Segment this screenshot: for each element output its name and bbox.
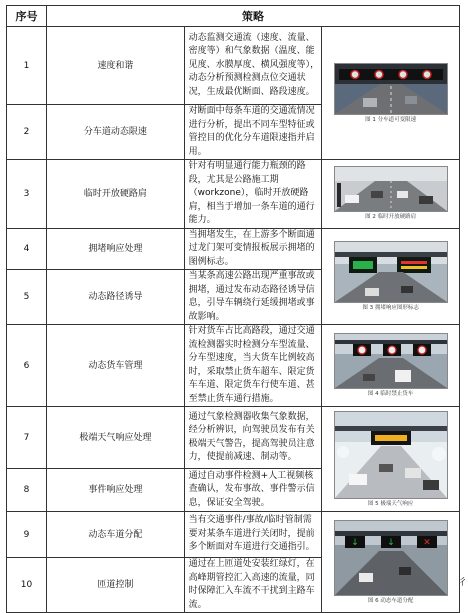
row-name: 事件响应处理 [47, 469, 185, 512]
svg-text:↓: ↓ [386, 537, 395, 548]
side-mark: 彳 [457, 578, 467, 588]
row-desc: 动态监测交通流（速度、流量、密度等）和气象数据（温度、能见度、水膜厚度、横风强度等），动态分析预测检测点位交通状况，生成最优断面、路段速度。 [184, 27, 322, 105]
figure-4-caption: 图 4 临时禁止货车 [367, 391, 414, 397]
row-name: 动态货车管理 [47, 325, 185, 407]
strategy-table [6, 5, 460, 613]
row-no: 10 [7, 558, 47, 613]
row-desc: 通过气象检测器收集气象数据，经分析辨识，向驾驶员发布有关极端天气警告，提高驾驶员注意力，使提前减速、制动等。 [184, 407, 322, 469]
row-no: 8 [7, 469, 47, 512]
figure-5-caption: 图 5 极端天气响应 [367, 500, 414, 507]
figure-5-image [334, 411, 448, 499]
table-row [7, 27, 460, 105]
row-no: 2 [7, 105, 47, 160]
row-no: 7 [7, 407, 47, 469]
svg-text:↓: ↓ [350, 537, 359, 548]
row-name: 极端天气响应处理 [47, 407, 185, 469]
row-no: 3 [7, 160, 47, 229]
svg-text:✕: ✕ [422, 537, 431, 548]
row-desc: 对断面中每条车道的交通流情况进行分析，提出不同车型特征或管控目的优化分车道限速指并启用。 [184, 105, 322, 160]
figure-cell-4 [322, 325, 460, 407]
figure-cell-5 [322, 407, 460, 512]
row-name: 匝道控制 [47, 558, 185, 613]
figure-6-caption: 图 6 动态车道分配 [367, 597, 414, 604]
row-name: 拥堵响应处理 [47, 228, 185, 270]
figure-cell-2 [322, 160, 460, 229]
row-no: 5 [7, 270, 47, 325]
row-no: 1 [7, 27, 47, 105]
figure-cell-6 [322, 512, 460, 613]
row-desc: 当拥堵发生，在上游多个断面通过龙门架可变情报板展示拥堵的图例标志。 [184, 228, 322, 270]
table-row [7, 512, 460, 558]
row-name: 分车道动态限速 [47, 105, 185, 160]
figure-3-image [334, 241, 448, 303]
row-no: 6 [7, 325, 47, 407]
row-name: 动态车道分配 [47, 512, 185, 558]
row-desc: 针对货车占比高路段，通过交通流检测器实时检测分车型流量、分车型速度，当大货车比例较高时，采取禁止货车超车、限定货车车道、限定货车行使车道、甚至禁止货车通行措施。 [184, 325, 322, 407]
figure-6-image [334, 520, 448, 596]
row-desc: 当某条高速公路出现严重事故或拥堵，通过发布动态路径诱导信息，引导车辆绕行延缓拥堵或事故影响。 [184, 270, 322, 325]
figure-cell-1 [322, 27, 460, 160]
figure-2-image [334, 166, 448, 212]
figure-1-image [334, 63, 448, 115]
row-no: 9 [7, 512, 47, 558]
row-name: 速度和谐 [47, 27, 185, 105]
table-row [7, 160, 460, 229]
row-desc: 针对有明显通行能力瓶颈的路段，尤其是公路施工期（workzone），临时开放硬路肩，相当于增加一条车道的通行能力。 [184, 160, 322, 229]
row-desc: 通过自动事件检测+人工视频核查确认，发布事故、事件警示信息，保证安全驾驶。 [184, 469, 322, 512]
figure-cell-3 [322, 228, 460, 325]
table-row [7, 407, 460, 469]
figure-3-caption: 图 3 拥堵响应图形标志 [362, 304, 419, 311]
figure-4-image [334, 333, 448, 389]
row-no: 4 [7, 228, 47, 270]
table-row [7, 325, 460, 407]
figure-2-caption: 图 2 临时开放硬路肩 [365, 214, 417, 221]
row-name: 动态路径诱导 [47, 270, 185, 325]
header-strategy: 策略 [47, 6, 460, 27]
header-no: 序号 [7, 6, 47, 27]
row-name: 临时开放硬路肩 [47, 160, 185, 229]
row-desc: 当有交通事件/事故/临时管制需要对某条车道进行关闭时，提前多个断面对车道进行交通指引。 [184, 512, 322, 558]
table-row [7, 228, 460, 270]
row-desc: 通过在上匝道处安装红绿灯，在高峰期管控汇入高速的流量，同时保障汇入车流不干扰到主路车流。 [184, 558, 322, 613]
figure-1-caption: 图 1 分车道可变限速 [365, 116, 417, 123]
